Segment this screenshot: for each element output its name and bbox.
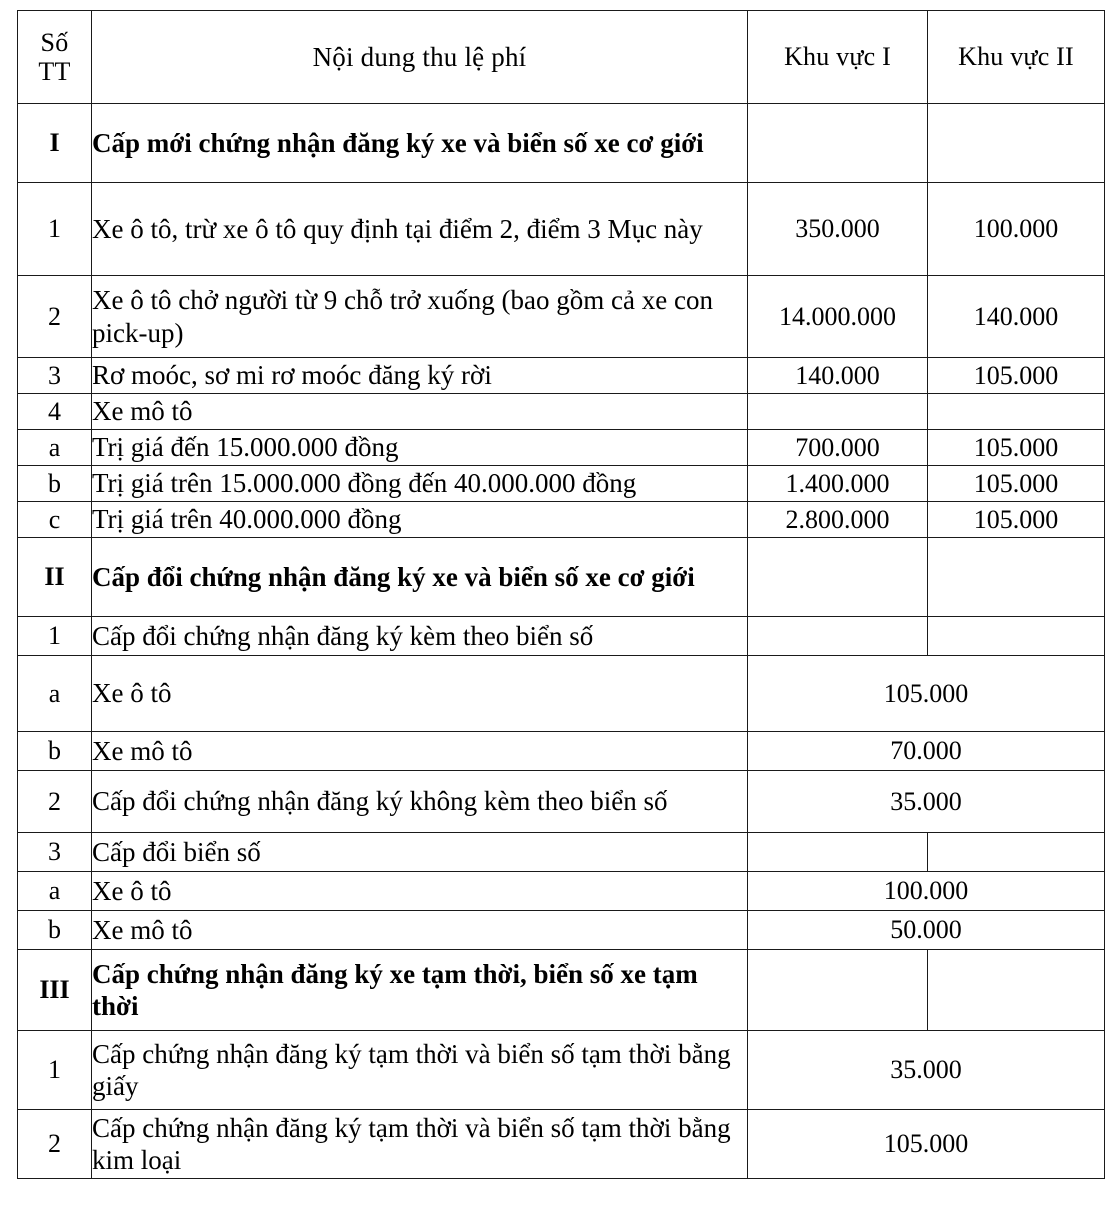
row-zone-1-value — [748, 617, 928, 656]
table-row — [18, 502, 1105, 538]
row-zone-1-value: 140.000 — [748, 358, 928, 394]
row-description: Xe ô tô — [92, 872, 748, 911]
row-description: Cấp chứng nhận đăng ký tạm thời và biển số tạm thời bằng giấy — [92, 1031, 748, 1110]
column-header-zone-1: Khu vực I — [748, 11, 928, 104]
row-index: I — [18, 104, 92, 183]
row-description: Cấp đổi chứng nhận đăng ký không kèm theo biển số — [92, 771, 748, 833]
row-description: Xe mô tô — [92, 732, 748, 771]
row-description: Cấp mới chứng nhận đăng ký xe và biển số xe cơ giới — [92, 104, 748, 183]
row-description: Xe ô tô chở người từ 9 chỗ trở xuống (bao gồm cả xe con pick-up) — [92, 276, 748, 358]
row-merged-value: 35.000 — [748, 771, 1105, 833]
fee-schedule-table — [17, 10, 1105, 1179]
row-zone-2-value: 105.000 — [928, 466, 1105, 502]
column-header-zone-2: Khu vực II — [928, 11, 1105, 104]
row-description: Trị giá đến 15.000.000 đồng — [92, 430, 748, 466]
row-description: Xe mô tô — [92, 911, 748, 950]
row-merged-value: 100.000 — [748, 872, 1105, 911]
row-index: 1 — [18, 1031, 92, 1110]
row-zone-2-value — [928, 538, 1105, 617]
row-index: 3 — [18, 833, 92, 872]
row-description: Trị giá trên 15.000.000 đồng đến 40.000.000 đồng — [92, 466, 748, 502]
row-zone-1-value — [748, 950, 928, 1031]
row-merged-value: 105.000 — [748, 1110, 1105, 1179]
row-zone-1-value — [748, 394, 928, 430]
row-description: Xe mô tô — [92, 394, 748, 430]
row-description: Xe ô tô, trừ xe ô tô quy định tại điểm 2, điểm 3 Mục này — [92, 183, 748, 276]
row-zone-1-value: 1.400.000 — [748, 466, 928, 502]
row-zone-2-value — [928, 833, 1105, 872]
table-row — [18, 183, 1105, 276]
row-index: c — [18, 502, 92, 538]
row-description: Cấp đổi biển số — [92, 833, 748, 872]
row-zone-2-value — [928, 394, 1105, 430]
row-zone-2-value: 105.000 — [928, 502, 1105, 538]
row-zone-1-value: 700.000 — [748, 430, 928, 466]
row-description: Trị giá trên 40.000.000 đồng — [92, 502, 748, 538]
row-zone-1-value — [748, 538, 928, 617]
row-merged-value: 50.000 — [748, 911, 1105, 950]
table-row — [18, 104, 1105, 183]
row-index: 1 — [18, 617, 92, 656]
row-index: b — [18, 466, 92, 502]
table-row — [18, 1031, 1105, 1110]
row-zone-2-value — [928, 617, 1105, 656]
row-index: a — [18, 872, 92, 911]
row-zone-1-value — [748, 833, 928, 872]
row-zone-2-value: 105.000 — [928, 358, 1105, 394]
table-row — [18, 872, 1105, 911]
table-row — [18, 911, 1105, 950]
table-row — [18, 732, 1105, 771]
table-header — [18, 11, 1105, 104]
row-index: 2 — [18, 1110, 92, 1179]
column-header-stt-line1: Số — [40, 27, 69, 57]
row-merged-value: 35.000 — [748, 1031, 1105, 1110]
table-row — [18, 538, 1105, 617]
table-row — [18, 358, 1105, 394]
row-index: III — [18, 950, 92, 1031]
row-description: Cấp đổi chứng nhận đăng ký xe và biển số xe cơ giới — [92, 538, 748, 617]
column-header-stt-line2: TT — [38, 57, 71, 86]
row-index: 3 — [18, 358, 92, 394]
row-index: a — [18, 656, 92, 732]
row-description: Cấp chứng nhận đăng ký tạm thời và biển số tạm thời bằng kim loại — [92, 1110, 748, 1179]
row-zone-1-value: 350.000 — [748, 183, 928, 276]
row-zone-1-value: 14.000.000 — [748, 276, 928, 358]
row-index: 1 — [18, 183, 92, 276]
column-header-description: Nội dung thu lệ phí — [92, 11, 748, 104]
table-row — [18, 276, 1105, 358]
row-description: Rơ moóc, sơ mi rơ moóc đăng ký rời — [92, 358, 748, 394]
table-row — [18, 656, 1105, 732]
row-description: Cấp chứng nhận đăng ký xe tạm thời, biển số xe tạm thời — [92, 950, 748, 1031]
row-merged-value: 105.000 — [748, 656, 1105, 732]
row-zone-2-value: 105.000 — [928, 430, 1105, 466]
row-zone-2-value: 140.000 — [928, 276, 1105, 358]
row-index: 2 — [18, 276, 92, 358]
row-index: a — [18, 430, 92, 466]
table-header-row — [18, 11, 1105, 104]
row-index: b — [18, 732, 92, 771]
table-row — [18, 950, 1105, 1031]
row-description: Xe ô tô — [92, 656, 748, 732]
table-row — [18, 430, 1105, 466]
table-row — [18, 1110, 1105, 1179]
row-index: II — [18, 538, 92, 617]
row-zone-2-value — [928, 950, 1105, 1031]
row-merged-value: 70.000 — [748, 732, 1105, 771]
row-zone-1-value: 2.800.000 — [748, 502, 928, 538]
row-description: Cấp đổi chứng nhận đăng ký kèm theo biển số — [92, 617, 748, 656]
row-zone-2-value — [928, 104, 1105, 183]
table-row — [18, 466, 1105, 502]
table-row — [18, 617, 1105, 656]
row-zone-2-value: 100.000 — [928, 183, 1105, 276]
table-body — [18, 104, 1105, 1179]
row-index: b — [18, 911, 92, 950]
table-row — [18, 833, 1105, 872]
column-header-stt — [18, 11, 92, 104]
row-index: 2 — [18, 771, 92, 833]
row-zone-1-value — [748, 104, 928, 183]
table-row — [18, 394, 1105, 430]
table-row — [18, 771, 1105, 833]
row-index: 4 — [18, 394, 92, 430]
